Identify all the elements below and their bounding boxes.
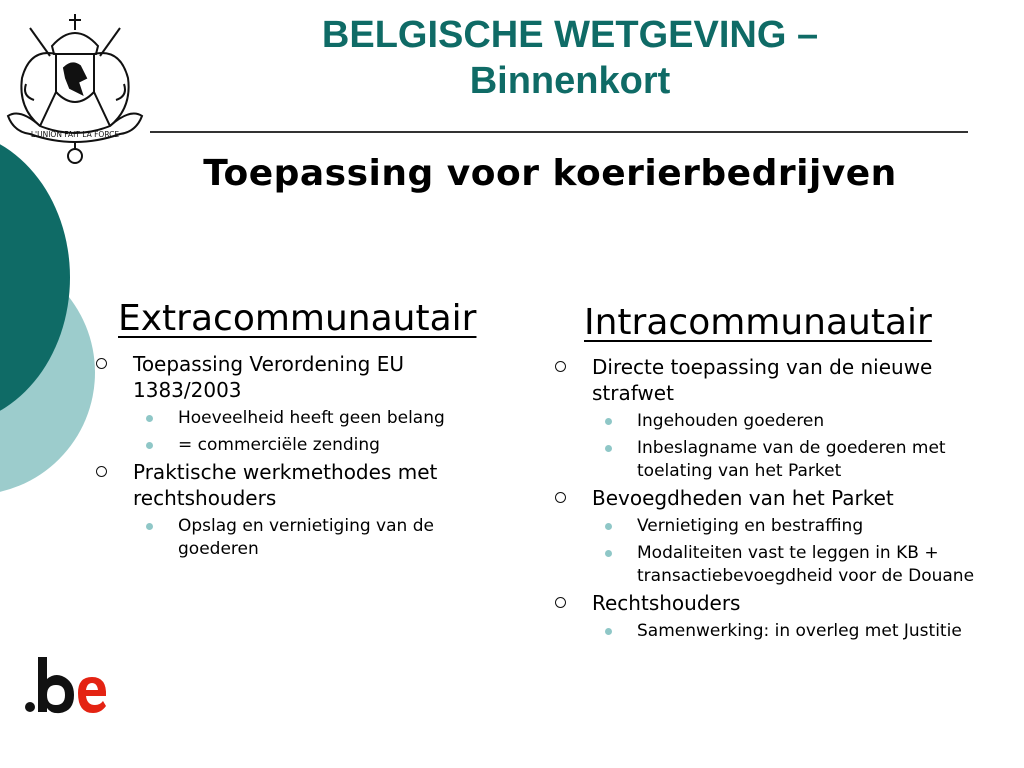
left-bullet-item [93, 351, 498, 403]
right-bullet-text: Rechtshouders [592, 591, 741, 615]
right-bullet-text: Directe toepassing van de nieuwe strafwet [592, 355, 933, 405]
title-divider [150, 131, 968, 133]
right-sub-bullet-item [552, 620, 1007, 643]
right-bullet-item [552, 485, 1007, 511]
right-sub-bullet-item [552, 542, 1007, 588]
left-sub-bullet-text: Hoeveelheid heeft geen belang [178, 408, 445, 428]
hollow-circle-bullet-icon [555, 597, 566, 608]
left-column-heading: Extracommunautair [118, 298, 477, 339]
left-bullet-list [93, 349, 498, 561]
title-line-2: Binnenkort [469, 60, 671, 102]
right-sub-bullet-item [552, 515, 1007, 538]
right-sub-bullet-text: Ingehouden goederen [637, 411, 825, 431]
dot-be-logo [20, 649, 110, 719]
slide-subtitle: Toepassing voor koerierbedrijven [203, 153, 897, 194]
right-sub-bullet-item [552, 437, 1007, 483]
filled-dot-bullet-icon [605, 523, 612, 530]
belgian-coat-of-arms-icon [0, 8, 150, 168]
svg-text:L'UNION FAIT LA FORCE: L'UNION FAIT LA FORCE [30, 130, 120, 139]
left-bullet-text: Praktische werkmethodes met rechtshouders [133, 460, 438, 510]
right-bullet-item [552, 354, 1007, 406]
filled-dot-bullet-icon [146, 442, 153, 449]
right-sub-bullet-item [552, 410, 1007, 433]
filled-dot-bullet-icon [605, 628, 612, 635]
filled-dot-bullet-icon [605, 418, 612, 425]
filled-dot-bullet-icon [605, 445, 612, 452]
right-sub-bullet-text: Samenwerking: in overleg met Justitie [637, 621, 962, 641]
left-sub-bullet-text: = commerciële zending [178, 435, 380, 455]
hollow-circle-bullet-icon [96, 466, 107, 477]
left-sub-bullet-item [93, 515, 498, 561]
right-bullet-item [552, 590, 1007, 616]
left-bullet-item [93, 459, 498, 511]
filled-dot-bullet-icon [146, 415, 153, 422]
title-line-1: BELGISCHE WETGEVING – [321, 14, 819, 56]
filled-dot-bullet-icon [605, 550, 612, 557]
left-sub-bullet-item [93, 407, 498, 430]
right-sub-bullet-text: Modaliteiten vast te leggen in KB + transactiebevoegdheid voor de Douane [637, 543, 975, 586]
right-column-heading: Intracommunautair [584, 302, 932, 343]
hollow-circle-bullet-icon [555, 492, 566, 503]
right-sub-bullet-text: Inbeslagname van de goederen met toelating van het Parket [637, 438, 946, 481]
right-sub-bullet-text: Vernietiging en bestraffing [637, 516, 864, 536]
left-sub-bullet-text: Opslag en vernietiging van de goederen [178, 516, 434, 559]
slide-title [250, 12, 890, 104]
left-bullet-text: Toepassing Verordening EU 1383/2003 [133, 352, 404, 402]
hollow-circle-bullet-icon [96, 358, 107, 369]
right-bullet-text: Bevoegdheden van het Parket [592, 486, 894, 510]
left-sub-bullet-item [93, 434, 498, 457]
hollow-circle-bullet-icon [555, 361, 566, 372]
right-bullet-list [552, 352, 1007, 643]
filled-dot-bullet-icon [146, 523, 153, 530]
